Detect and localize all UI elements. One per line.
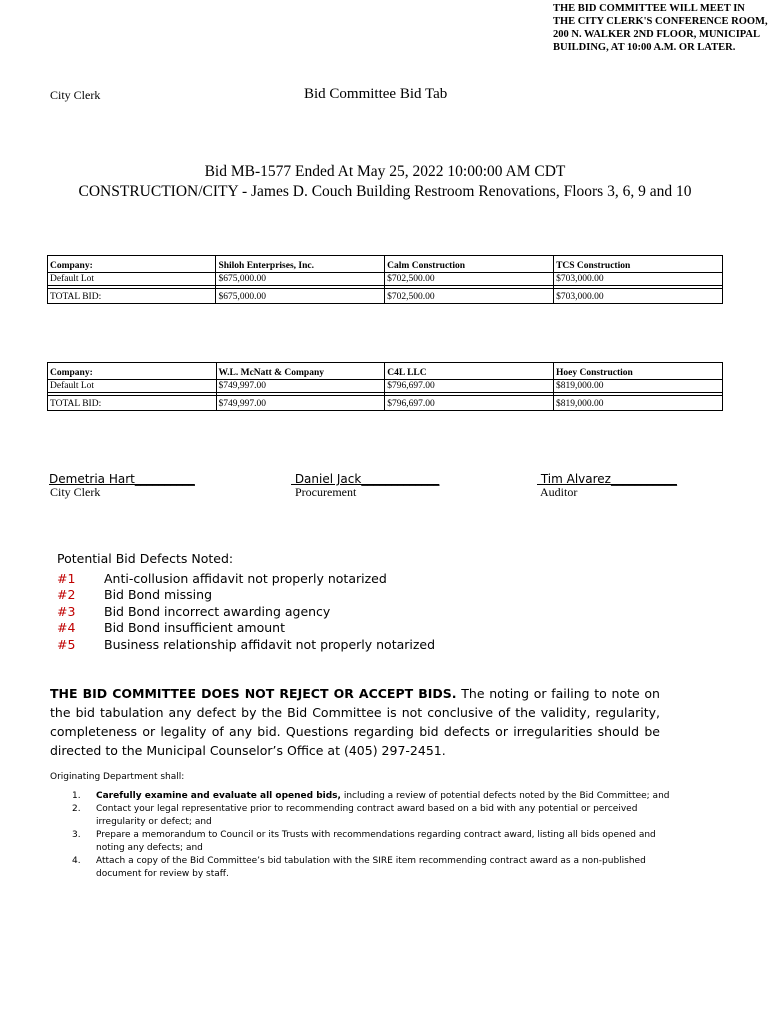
step-number: 2. <box>72 804 81 814</box>
company-name: W.L. McNatt & Company <box>216 363 385 380</box>
signature-auditor: Tim Alvarez___________ <box>537 472 677 486</box>
step-number: 3. <box>72 830 81 840</box>
bid-table-2 <box>47 362 723 411</box>
lot-amount: $749,997.00 <box>216 380 385 393</box>
company-name: TCS Construction <box>554 256 723 273</box>
defect-number: #3 <box>57 604 76 619</box>
step-item <box>50 790 670 803</box>
lot-amount: $702,500.00 <box>385 273 554 286</box>
defect-text: Anti-collusion affidavit not properly notarized <box>104 571 387 586</box>
defect-number: #2 <box>57 587 76 602</box>
bid-table-1 <box>47 255 723 304</box>
defect-text: Business relationship affidavit not properly notarized <box>104 637 436 652</box>
total-amount: $703,000.00 <box>554 289 723 304</box>
step-item <box>50 829 670 855</box>
step-number: 4. <box>72 856 81 866</box>
defect-item <box>57 587 212 604</box>
disclaimer-bold: THE BID COMMITTEE DOES NOT REJECT OR ACCEPT BIDS. <box>50 686 457 701</box>
company-name: Shiloh Enterprises, Inc. <box>216 256 385 273</box>
signature-role: Auditor <box>540 485 578 499</box>
defect-number: #1 <box>57 571 76 586</box>
defects-title: Potential Bid Defects Noted: <box>57 551 234 566</box>
lot-amount: $796,697.00 <box>385 380 554 393</box>
originating-label: Originating Department shall: <box>50 772 185 782</box>
lot-label: Default Lot <box>48 273 216 286</box>
total-label: TOTAL BID: <box>48 289 216 304</box>
lot-amount: $675,000.00 <box>216 273 385 286</box>
total-label: TOTAL BID: <box>48 396 217 411</box>
defect-item <box>57 571 387 588</box>
lot-amount: $703,000.00 <box>554 273 723 286</box>
disclaimer <box>50 684 660 760</box>
meeting-notice: THE BID COMMITTEE WILL MEET IN THE CITY CLERK'S CONFERENCE ROOM, 200 N. WALKER 2ND FLOOR, MUNICIPAL BUILDING, AT 10:00 A.M. OR LATER. <box>553 3 768 53</box>
step-text: including a review of potential defects noted by the Bid Committee; and <box>340 791 670 801</box>
bid-title: Bid MB-1577 Ended At May 25, 2022 10:00:00 AM CDT <box>204 163 566 180</box>
city-clerk-label: City Clerk <box>50 88 101 102</box>
page-title: Bid Committee Bid Tab <box>304 86 448 102</box>
lot-label: Default Lot <box>48 380 217 393</box>
defect-number: #4 <box>57 620 76 635</box>
defect-text: Bid Bond insufficient amount <box>104 620 285 635</box>
originating-steps <box>50 790 670 881</box>
defect-item <box>57 620 285 637</box>
step-text: Prepare a memorandum to Council or its Trusts with recommendations regarding contract award, listing all bids opened and noting any defects; and <box>96 830 656 853</box>
total-amount: $749,997.00 <box>216 396 385 411</box>
defect-text: Bid Bond missing <box>104 587 213 602</box>
company-name: Calm Construction <box>385 256 554 273</box>
company-label: Company: <box>48 256 216 273</box>
signature-role: Procurement <box>295 485 357 499</box>
lot-amount: $819,000.00 <box>554 380 723 393</box>
signature-procurement: Daniel Jack_____________ <box>291 472 440 486</box>
step-text: Attach a copy of the Bid Committee’s bid tabulation with the SIRE item recommending contract award as a non-published document for review by staff. <box>96 856 646 879</box>
step-number: 1. <box>72 791 81 801</box>
step-item <box>50 803 670 829</box>
defect-text: Bid Bond incorrect awarding agency <box>104 604 331 619</box>
total-amount: $819,000.00 <box>554 396 723 411</box>
step-item <box>50 855 670 881</box>
total-amount: $675,000.00 <box>216 289 385 304</box>
signature-role: City Clerk <box>50 485 101 499</box>
company-name: C4L LLC <box>385 363 554 380</box>
defect-item <box>57 604 330 621</box>
step-text: Contact your legal representative prior to recommending contract award based on a bid with any potential or perceived irregularity or defect; and <box>96 804 638 827</box>
total-amount: $702,500.00 <box>385 289 554 304</box>
company-name: Hoey Construction <box>554 363 723 380</box>
company-label: Company: <box>48 363 217 380</box>
total-amount: $796,697.00 <box>385 396 554 411</box>
bid-subtitle: CONSTRUCTION/CITY - James D. Couch Building Restroom Renovations, Floors 3, 6, 9 and 10 <box>78 183 692 200</box>
disclaimer-text: The noting or failing to note on the bid tabulation any defect by the Bid Committee is not conclusive of the validity, regularity, completeness or legality of any bid. Questions regarding bid defects or irregularities should be directed to the Municipal Counselor’s Office at (405) 297-2451. <box>50 686 660 758</box>
signature-city-clerk: Demetria Hart__________ <box>49 472 195 486</box>
step-bold: Carefully examine and evaluate all opened bids, <box>96 791 341 801</box>
defect-number: #5 <box>57 637 76 652</box>
defect-item <box>57 637 435 654</box>
